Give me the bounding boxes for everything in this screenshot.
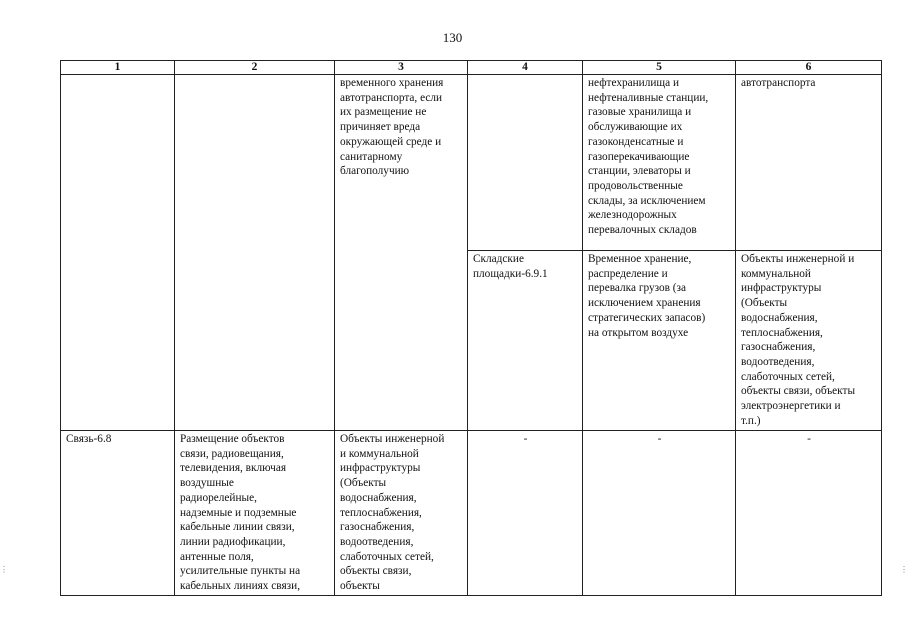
page-number: 130: [442, 30, 463, 45]
land-use-table: [60, 60, 882, 596]
cell-permitted-objects: Объекты инженерной и коммунальной инфраструктуры (Объекты водоснабжения, теплоснабжения, газоснабжения, водоотведения, слаботочных сетей, объекты связи, объекты электроэнергетики и т.п.): [736, 251, 882, 431]
cell-description: Временное хранение, распределение и перевалка грузов (за исключением хранения стратегических запасов) на открытом воздухе: [583, 251, 736, 431]
cell-permitted-objects: Объекты инженерной и коммунальной инфраструктуры (Объекты водоснабжения, теплоснабжения, газоснабжения, водоотведения, слаботочных сетей, объекты связи, объекты: [335, 431, 468, 596]
cell-description: Размещение объектов связи, радиовещания, телевидения, включая воздушные радиорелейные, надземные и подземные кабельные линии связи, линии радиофикации, антенные поля, усилительные пункты на кабельных линиях связи,: [175, 431, 335, 596]
header-col-6: 6: [736, 61, 882, 75]
cell-use-type: Складские площадки-6.9.1: [468, 251, 583, 431]
header-row: [61, 61, 882, 75]
cell-use-type: Связь-6.8: [61, 431, 175, 596]
cell-dash: -: [736, 431, 882, 596]
table-row: [61, 431, 882, 596]
scan-margin-mark: ⋮: [0, 565, 8, 574]
cell-use-type: [468, 75, 583, 251]
cell-dash: -: [583, 431, 736, 596]
header-col-1: 1: [61, 61, 175, 75]
header-col-3: 3: [335, 61, 468, 75]
cell-permitted-objects: автотранспорта: [736, 75, 882, 251]
header-col-5: 5: [583, 61, 736, 75]
table-row: [61, 75, 882, 251]
header-col-2: 2: [175, 61, 335, 75]
scan-margin-mark: ⋮: [900, 565, 908, 574]
cell-dash: -: [468, 431, 583, 596]
cell-conditions: временного хранения автотранспорта, если их размещение не причиняет вреда окружающей среде и санитарному благополучию: [335, 75, 468, 431]
header-col-4: 4: [468, 61, 583, 75]
cell-empty: [61, 75, 175, 431]
cell-empty: [175, 75, 335, 431]
cell-description: нефтехранилища и нефтеналивные станции, газовые хранилища и обслуживающие их газоконденсатные и газоперекачивающие станции, элеваторы и продовольственные склады, за исключением железнодорожных перевалочных складов: [583, 75, 736, 251]
